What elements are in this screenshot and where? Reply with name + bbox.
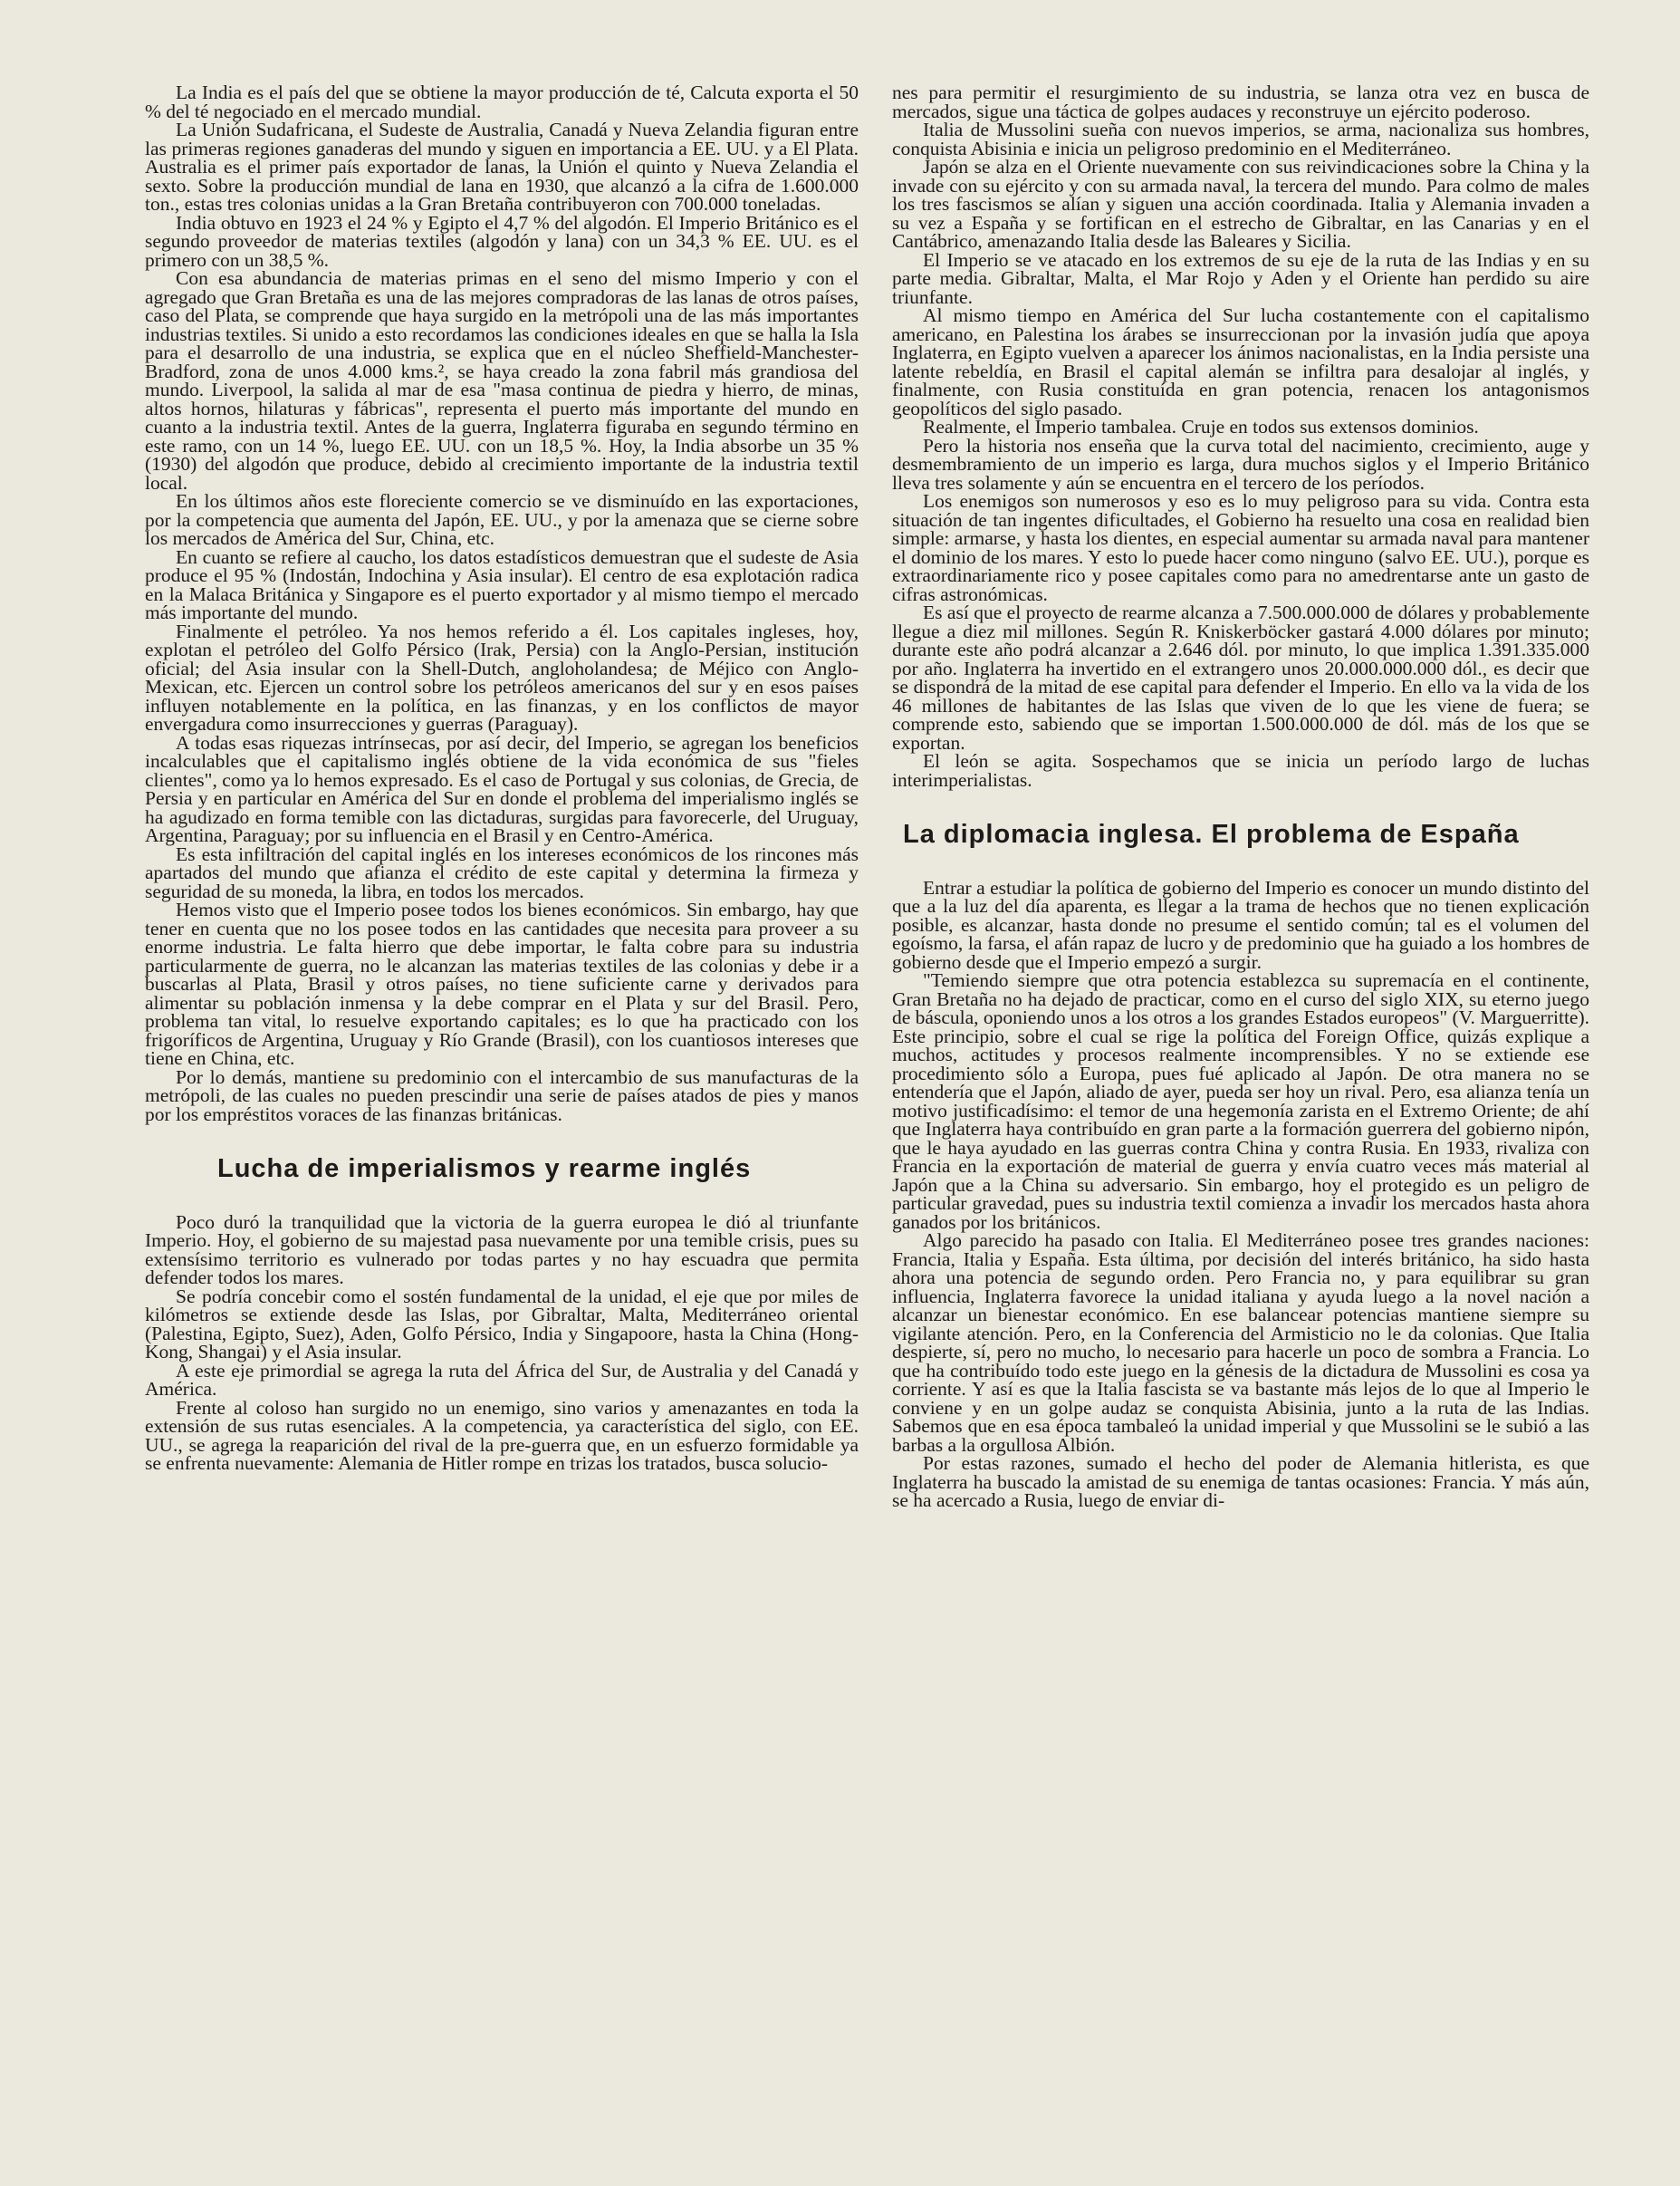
paragraph: Es esta infiltración del capital inglés en los intereses económicos de los rincones más apartados del mundo que afianza el crédito de este capital y determina la firmeza y seguridad de su moneda, la libra, en todos los mercados. (145, 843, 859, 902)
paragraph: Entrar a estudiar la política de gobierno del Imperio es conocer un mundo distinto del que a la luz del día aparenta, es llegar a la trama de hechos que no tienen explicación posible, es alcanzar, hasta donde no presume el sentido común; tal es el volumen del egoísmo, la farsa, el afán rapaz de lucro y de predominio que ha guiado a los hombres de gobierno desde que el Imperio empezó a surgir. (892, 876, 1589, 973)
paragraph: Frente al coloso han surgido no un enemigo, sino varios y amenazantes en toda la extensión de sus rutas esenciales. A la competencia, ya característica del siglo, con EE. UU., se agrega la reaparición del rival de la pre-guerra que, en un esfuerzo formidable ya se enfrenta nuevamente: Alemania de Hitler rompe en trizas los tratados, busca solucio- (145, 1396, 859, 1474)
paragraph: Con esa abundancia de materias primas en el seno del mismo Imperio y con el agregado que Gran Bretaña es una de las mejores compradoras de las lanas de otros países, caso del Plata, se comprende que haya surgido en la metrópoli una de las más importantes industrias textiles. Si unido a esto recordamos las condiciones ideales en que se halla la Isla para el desarrollo de una industria, se explica que en el núcleo Sheffield-Manchester-Bradford, zona de unos 4.000 kms.², se haya creado la zona fabril más grandiosa del mundo. Liverpool, la salida al mar de esa "masa continua de piedra y hierro, de minas, altos hornos, hilaturas y fábricas", representa el puerto más importante del mundo en cuanto a la industria textil. Antes de la guerra, Inglaterra figuraba en segundo término en este ramo, con un 14 %, luego EE. UU. con un 18,5 %. Hoy, la India absorbe un 35 % (1930) del algodón que produce, debido al crecimiento importante de la industria textil local. (145, 267, 859, 494)
right-column (892, 83, 1589, 1510)
paragraph: A este eje primordial se agrega la ruta del África del Sur, de Australia y del Canadá y América. (145, 1359, 859, 1400)
paragraph: Los enemigos son numerosos y eso es lo muy peligroso para su vida. Contra esta situación de tan ingentes dificultades, el Gobierno ha resuelto una cosa en realidad bien simple: armarse, y hasta los dientes, en especial aumentar su armada naval para mantener el dominio de los mares. Y esto lo puede hacer como ninguno (salvo EE. UU.), porque es extraordinariamente rico y posee capitales como para no amedrentarse ante un gasto de cifras astronómicas. (892, 490, 1589, 605)
paragraph: Italia de Mussolini sueña con nuevos imperios, se arma, nacionaliza sus hombres, conquista Abisinia e inicia un peligroso predominio en el Mediterráneo. (892, 119, 1589, 159)
paragraph: Hemos visto que el Imperio posee todos los bienes económicos. Sin embargo, hay que tener en cuenta que no los posee todos en las cantidades que necesita para proveer a su enorme industria. Le falta hierro que debe importar, le falta cobre para su industria particularmente de guerra, no le alcanzan las materias textiles de las colonias y debe ir a buscarlas al Plata, Brasil y otros países, no tiene suficiente carne y derivados para alimentar su población inmensa y la debe comprar en el Plata y sur del Brasil. Pero, problema tan vital, lo resuelve exportando capitales; es lo que ha practicado con los frigoríficos de Argentina, Uruguay y Río Grande (Brasil), con los cuantiosos intereses que tiene en China, etc. (145, 899, 859, 1069)
paragraph: Finalmente el petróleo. Ya nos hemos referido a él. Los capitales ingleses, hoy, explotan el petróleo del Golfo Pérsico (Irak, Persia) con la Anglo-Persian, institución oficial; del Asia insular con la Shell-Dutch, angloholandesa; de Méjico con Anglo-Mexican, etc. Ejercen un control sobre los petróleos americanos del sur y en esos países influyen notablemente en la política, en las finanzas, y en los conflictos de mayor envergadura como insurrecciones y guerras (Paraguay). (145, 620, 859, 735)
left-column (145, 83, 859, 1473)
paragraph: El Imperio se ve atacado en los extremos de su eje de la ruta de las Indias y en su parte media. Gibraltar, Malta, el Mar Rojo y Aden y el Oriente han perdido su aire triunfante. (892, 248, 1589, 308)
section-heading-diplomacy: La diplomacia inglesa. El problema de España (903, 820, 1520, 849)
paragraph: A todas esas riquezas intrínsecas, por así decir, del Imperio, se agregan los beneficios incalculables que el capitalismo inglés obtiene de la vida económica de sus "fieles clientes", como ya lo hemos expresado. Es el caso de Portugal y sus colonias, de Grecia, de Persia y en particular en América del Sur en donde el problema del imperialismo inglés se ha agudizado en forma temible con las dictaduras, surgidas para favorecerle, del Uruguay, Argentina, Paraguay; por su influencia en el Brasil y en Centro-América. (145, 731, 859, 846)
paragraph: Realmente, el Imperio tambalea. Cruje en todos sus extensos dominios. (923, 416, 1479, 438)
paragraph: Japón se alza en el Oriente nuevamente con sus reivindicaciones sobre la China y la invade con su ejército y con su armada naval, la tercera del mundo. Para colmo de males los tres fascismos se alían y siguen una acción coordinada. Italia y Alemania invaden a su vez a España y se fortifican en el estrecho de Gibraltar, en las Canarias y en el Cantábrico, amenazando Italia desde las Baleares y Sicilia. (892, 156, 1589, 252)
paragraph: "Temiendo siempre que otra potencia establezca su supremacía en el continente, Gran Bretaña no ha dejado de practicar, como en el curso del siglo XIX, su eterno juego de báscula, oponiendo unos a los otros a los grandes Estados europeos" (V. Marguerritte). Este principio, sobre el cual se rige la política del Foreign Office, quizás explique a muchos, actitudes y procesos realmente incomprensibles. Y no se extiende ese procedimiento sólo a Europa, pues fué aplicado al Japón. De otra manera no se entendería que el Japón, aliado de ayer, pueda ser hoy un rival. Pero, esa alianza tenía un motivo justificadísimo: el temor de una hegemonía zarista en el Extremo Oriente; de ahí que Inglaterra haya contribuído en gran parte a la formación guerrera del gobierno nipón, que le haya ayudado en las guerras contra China y contra Rusia. En 1933, rivaliza con Francia en la exportación de material de guerra y envía cuatro veces más material al Japón que a la China su adversario. Sin embargo, hoy el protegido es un peligro de particular gravedad, pues su industria textil comienza a invadir los mercados hasta ahora ganados por los británicos. (892, 969, 1589, 1233)
paragraph: Pero la historia nos enseña que la curva total del nacimiento, crecimiento, auge y desmembramiento de un imperio es larga, dura muchos siglos y el Imperio Británico lleva tres solamente y aún se encuentra en el tercero de los períodos. (892, 434, 1589, 494)
paragraph: Es así que el proyecto de rearme alcanza a 7.500.000.000 de dólares y probablemente llegue a diez mil millones. Según R. Kniskerböcker gastará 4.000 dólares por minuto; durante este año podrá alcanzar a 2.646 dól. por minuto, lo que implica 1.391.335.000 por año. Inglaterra ha invertido en el extrangero unos 20.000.000.000 dól., es decir que se dispondrá de la mitad de ese capital para defender el Imperio. En ello va la vida de los 46 millones de habitantes de las Islas que viven de lo que les viene de fuera; se comprende esto, sabiendo que se importan 1.500.000.000 de dól. más de los que se exportan. (892, 602, 1589, 754)
paragraph: La Unión Sudafricana, el Sudeste de Australia, Canadá y Nueva Zelandia figuran entre las primeras regiones ganaderas del mundo y siguen en importancia a EE. UU. y a El Plata. Australia es el primer país exportador de lanas, la Unión el quinto y Nueva Zelandia el sexto. Sobre la producción mundial de lana en 1930, que alcanzó a la cifra de 1.600.000 ton., estas tres colonias unidas a la Gran Bretaña contribuyeron con 700.000 toneladas. (145, 119, 859, 215)
paragraph: nes para permitir el resurgimiento de su industria, se lanza otra vez en busca de mercados, sigue una táctica de golpes audaces y reconstruye un ejército poderoso. (892, 82, 1589, 122)
paragraph: Poco duró la tranquilidad que la victoria de la guerra europea le dió al triunfante Imperio. Hoy, el gobierno de su majestad pasa nuevamente por una temible crisis, pues su extensísimo territorio es vulnerado por todas partes y no hay escuadra que permita defender todos los mares. (145, 1210, 859, 1288)
paragraph: Por lo demás, mantiene su predominio con el intercambio de sus manufacturas de la metrópoli, de las cuales no pueden prescindir una serie de países atados de pies y manos por los empréstitos voraces de las finanzas británicas. (145, 1065, 859, 1125)
paragraph: En los últimos años este floreciente comercio se ve disminuído en las exportaciones, por la competencia que aumenta del Japón, EE. UU., y por la amenaza que se cierne sobre los mercados de América del Sur, China, etc. (145, 490, 859, 549)
paragraph: La India es el país del que se obtiene la mayor producción de té, Calcuta exporta el 50 % del té negociado en el mercado mundial. (145, 82, 859, 122)
paragraph: En cuanto se refiere al caucho, los datos estadísticos demuestran que el sudeste de Asia produce el 95 % (Indostán, Indochina y Asia insular). El centro de esa explotación radica en la Malaca Británica y Singapore es el puerto exportador y al mismo tiempo el mercado más importante del mundo. (145, 545, 859, 623)
paragraph: India obtuvo en 1923 el 24 % y Egipto el 4,7 % del algodón. El Imperio Británico es el segundo proveedor de materias textiles (algodón y lana) con un 34,3 % EE. UU. es el primero con un 38,5 %. (145, 211, 859, 271)
paragraph: Al mismo tiempo en América del Sur lucha costantemente con el capitalismo americano, en Palestina los árabes se insurreccionan por la invasión judía que apoya Inglaterra, en Egipto vuelven a aparecer los ánimos nacionalistas, en la India persiste una latente rebeldía, en Brasil el capital alemán se infiltra para desalojar al inglés, y finalmente, con Rusia constituída en gran potencia, renacen los antagonismos geopolíticos del siglo pasado. (892, 304, 1589, 419)
paragraph: Por estas razones, sumado el hecho del poder de Alemania hitlerista, es que Inglaterra ha buscado la amistad de su enemiga de tantas ocasiones: Francia. Y más aún, se ha acercado a Rusia, luego de enviar di- (892, 1452, 1589, 1511)
paragraph: El león se agita. Sospechamos que se inicia un período largo de luchas interimperialistas. (892, 750, 1589, 791)
paragraph: Algo parecido ha pasado con Italia. El Mediterráneo posee tres grandes naciones: Francia, Italia y España. Esta última, por decisión del interés británico, ha sido hasta ahora una potencia de segundo orden. Pero Francia no, y para equilibrar su gran influencia, Inglaterra favorece la unidad italiana y ayuda luego a la novel nación a alcanzar un bienestar económico. En ese balancear potencias mantiene siempre su vigilante atención. Pero, en la Conferencia del Armisticio no le da colonias. Que Italia despierte, sí, pero no mucho, lo necesario para hacerle un poco de sombra a Francia. Lo que ha contribuído todo este juego en la génesis de la dictadura de Mussolini es cosa ya corriente. Y así es que la Italia fascista se va bastante más lejos de lo que al Imperio le conviene y en un golpe audaz se conquista Abisinia, junto a la ruta de las Indias. Sabemos que en esa época tambaleó la unidad imperial y que Mussolini se le subió a las barbas a la orgullosa Albión. (892, 1229, 1589, 1456)
section-heading-imperialism: Lucha de imperialismos y rearme inglés (217, 1154, 752, 1183)
paragraph: Se podría concebir como el sostén fundamental de la unidad, el eje que por miles de kilómetros se extiende desde las Islas, por Gibraltar, Malta, Mediterráneo oriental (Palestina, Egipto, Suez), Aden, Golfo Pérsico, India y Singapoore, hasta la China (Hong-Kong, Shangai) y el Asia insular. (145, 1285, 859, 1363)
